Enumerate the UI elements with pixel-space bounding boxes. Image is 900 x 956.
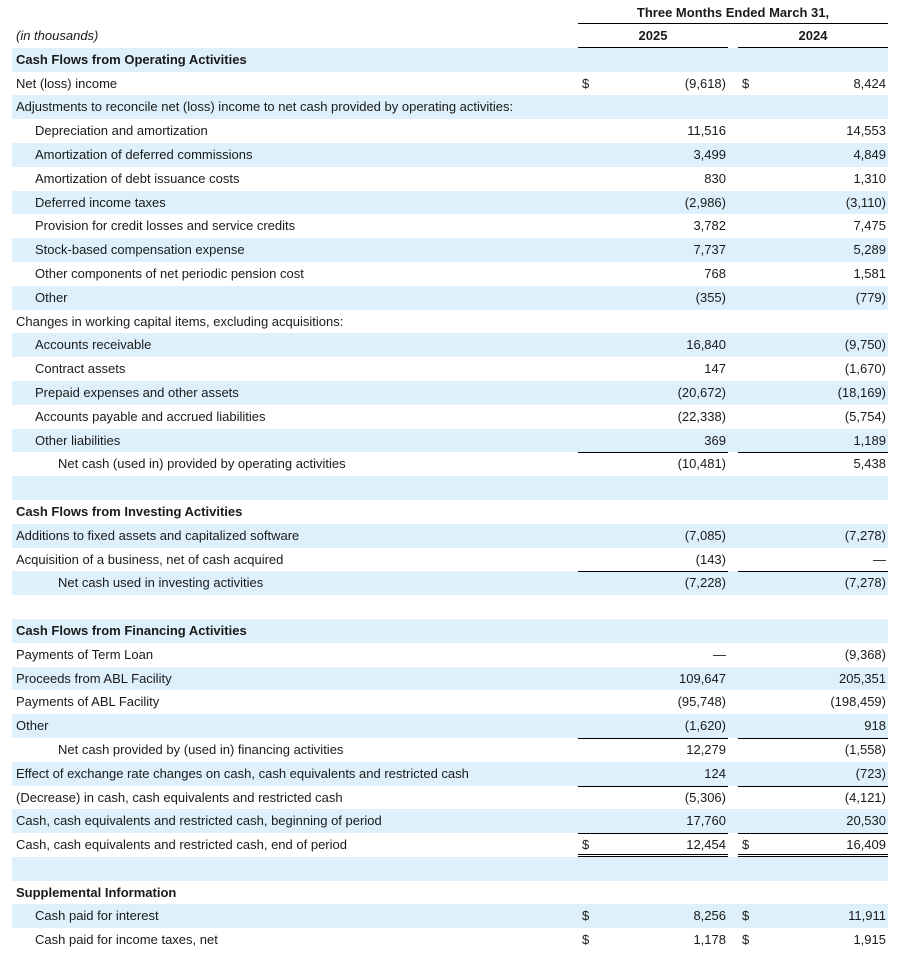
table-row: [12, 786, 888, 810]
value-2025: 109,647: [679, 670, 726, 686]
table-row: [12, 381, 888, 405]
currency-symbol: $: [742, 75, 750, 91]
row-label: Accounts receivable: [35, 337, 152, 353]
table-row: [12, 500, 888, 524]
value-2024: 1,581: [853, 265, 886, 281]
table-row: [12, 310, 888, 334]
row-label: Amortization of debt issuance costs: [35, 170, 240, 186]
row-label: Proceeds from ABL Facility: [16, 670, 172, 686]
value-2024: 205,351: [839, 670, 886, 686]
subtotal-rule: [738, 738, 888, 739]
value-2024: (723): [855, 765, 886, 781]
value-2024: (1,558): [844, 741, 886, 757]
value-2025: (7,085): [684, 527, 726, 543]
value-2025: 768: [704, 265, 726, 281]
row-label: Other components of net periodic pension cost: [35, 265, 304, 281]
currency-symbol: $: [582, 908, 590, 924]
value-2024: 5,438: [853, 456, 886, 472]
subtotal-rule: [578, 738, 728, 739]
row-label: Changes in working capital items, excluding acquisitions:: [16, 313, 344, 329]
value-2024: 8,424: [853, 75, 886, 91]
row-label: Cash paid for income taxes, net: [35, 932, 218, 948]
row-label: Other: [35, 289, 68, 305]
row-label: Net (loss) income: [16, 75, 118, 91]
row-label: Net cash provided by (used in) financing activities: [58, 741, 344, 757]
value-2024: (9,750): [844, 337, 886, 353]
value-2024: (7,278): [844, 527, 886, 543]
table-row: [12, 809, 888, 833]
value-2025: 369: [704, 432, 726, 448]
value-2024: (1,670): [844, 361, 886, 377]
table-row: [12, 143, 888, 167]
subtotal-rule: [738, 571, 888, 572]
value-2024: (198,459): [830, 694, 886, 710]
value-2024: 4,849: [853, 146, 886, 162]
row-label: Cash, cash equivalents and restricted cash, end of period: [16, 837, 347, 853]
currency-symbol: $: [742, 908, 750, 924]
cash-flow-statement: [12, 0, 888, 952]
currency-symbol: $: [742, 932, 750, 948]
table-row: [12, 429, 888, 453]
table-row: [12, 72, 888, 96]
value-2024: 11,911: [848, 908, 886, 924]
table-row: [12, 357, 888, 381]
spacer-row: [12, 476, 888, 500]
subtotal-rule: [578, 833, 728, 834]
value-2025: (143): [695, 551, 726, 567]
row-label: Acquisition of a business, net of cash acquired: [16, 551, 284, 567]
value-2025: 11,516: [687, 123, 726, 139]
table-row: [12, 119, 888, 143]
value-2025: 3,782: [693, 218, 726, 234]
year-header-2024: 2024: [798, 28, 828, 43]
currency-symbol: $: [582, 932, 590, 948]
row-label: Accounts payable and accrued liabilities: [35, 408, 266, 424]
value-2025: (7,228): [684, 575, 726, 591]
row-label: Payments of ABL Facility: [16, 694, 160, 710]
year-header-2025: 2025: [638, 28, 668, 43]
period-header: [12, 0, 888, 24]
value-2024: (9,368): [844, 646, 886, 662]
row-label: Stock-based compensation expense: [35, 242, 245, 258]
value-2024: 5,289: [853, 242, 886, 258]
column-header-row: [12, 24, 888, 48]
value-2024: (18,169): [837, 384, 886, 400]
subtotal-rule: [578, 452, 728, 453]
table-row: [12, 262, 888, 286]
table-row: [12, 95, 888, 119]
row-label: Effect of exchange rate changes on cash, cash equivalents and restricted cash: [16, 765, 469, 781]
value-2025: 12,279: [686, 741, 726, 757]
row-label: Cash paid for interest: [35, 908, 159, 924]
value-2024: 14,553: [846, 123, 886, 139]
value-2024: 1,310: [853, 170, 886, 186]
period-title: Three Months Ended March 31,: [636, 5, 830, 20]
table-row: [12, 738, 888, 762]
value-2024: 20,530: [846, 813, 886, 829]
section-heading: Cash Flows from Operating Activities: [16, 51, 247, 67]
table-row: [12, 667, 888, 691]
row-label: Provision for credit losses and service credits: [35, 218, 296, 234]
subtotal-rule: [578, 571, 728, 572]
currency-symbol: $: [742, 837, 750, 853]
table-row: [12, 548, 888, 572]
table-row: [12, 214, 888, 238]
value-2025: 7,737: [693, 242, 726, 258]
subtotal-rule: [738, 833, 888, 834]
spacer-row: [12, 857, 888, 881]
value-2025: 124: [704, 765, 726, 781]
row-label: Deferred income taxes: [35, 194, 166, 210]
table-row: [12, 833, 888, 857]
value-2025: 12,454: [686, 837, 726, 853]
value-2025: (355): [695, 289, 726, 305]
table-row: [12, 191, 888, 215]
value-2024: 1,915: [853, 932, 886, 948]
section-heading: Cash Flows from Financing Activities: [16, 622, 247, 638]
section-heading: Cash Flows from Investing Activities: [16, 503, 243, 519]
value-2025: (9,618): [684, 75, 726, 91]
table-row: [12, 690, 888, 714]
row-label: Depreciation and amortization: [35, 123, 208, 139]
value-2024: 918: [864, 718, 886, 734]
value-2025: 1,178: [693, 932, 726, 948]
value-2025: —: [713, 646, 726, 662]
table-row: [12, 405, 888, 429]
value-2024: 7,475: [853, 218, 886, 234]
value-2025: (2,986): [684, 194, 726, 210]
currency-symbol: $: [582, 75, 590, 91]
row-label: Additions to fixed assets and capitalized software: [16, 527, 300, 543]
row-label: Prepaid expenses and other assets: [35, 384, 239, 400]
table-row: [12, 333, 888, 357]
row-label: Amortization of deferred commissions: [35, 146, 253, 162]
row-label: Other liabilities: [35, 432, 121, 448]
value-2025: (20,672): [677, 384, 726, 400]
row-label: Net cash used in investing activities: [58, 575, 264, 591]
value-2025: (5,306): [684, 789, 726, 805]
value-2024: (5,754): [844, 408, 886, 424]
value-2024: (3,110): [845, 194, 886, 210]
value-2025: (22,338): [677, 408, 726, 424]
subtotal-rule: [738, 452, 888, 453]
currency-symbol: $: [582, 837, 590, 853]
row-label: Cash, cash equivalents and restricted cash, beginning of period: [16, 813, 382, 829]
table-row: [12, 524, 888, 548]
row-label: (Decrease) in cash, cash equivalents and restricted cash: [16, 789, 343, 805]
value-2025: 8,256: [693, 908, 726, 924]
table-row: [12, 619, 888, 643]
value-2024: —: [873, 551, 886, 567]
value-2025: 17,760: [686, 813, 726, 829]
table-row: [12, 904, 888, 928]
table-row: [12, 167, 888, 191]
value-2025: 147: [704, 361, 726, 377]
units-label: (in thousands): [16, 28, 99, 43]
value-2025: (95,748): [677, 694, 726, 710]
statement-rows: [12, 48, 888, 952]
row-label: Contract assets: [35, 361, 126, 377]
value-2025: 16,840: [686, 337, 726, 353]
spacer-row: [12, 595, 888, 619]
table-row: [12, 571, 888, 595]
row-label: Net cash (used in) provided by operating activities: [58, 456, 346, 472]
table-row: [12, 762, 888, 786]
table-row: [12, 48, 888, 72]
value-2025: (10,481): [677, 456, 726, 472]
table-row: [12, 286, 888, 310]
table-row: [12, 928, 888, 952]
value-2024: (779): [855, 289, 886, 305]
row-label: Adjustments to reconcile net (loss) income to net cash provided by operating activities:: [16, 99, 514, 115]
value-2025: 3,499: [693, 146, 726, 162]
value-2024: 1,189: [853, 432, 886, 448]
table-row: [12, 643, 888, 667]
value-2024: 16,409: [846, 837, 886, 853]
value-2024: (7,278): [844, 575, 886, 591]
subtotal-rule: [578, 786, 728, 787]
table-row: [12, 714, 888, 738]
table-row: [12, 452, 888, 476]
value-2025: (1,620): [684, 718, 726, 734]
value-2025: 830: [704, 170, 726, 186]
value-2024: (4,121): [844, 789, 886, 805]
table-row: [12, 881, 888, 905]
row-label: Payments of Term Loan: [16, 646, 154, 662]
row-label: Other: [16, 718, 49, 734]
section-heading: Supplemental Information: [16, 884, 177, 900]
subtotal-rule: [738, 786, 888, 787]
table-row: [12, 238, 888, 262]
